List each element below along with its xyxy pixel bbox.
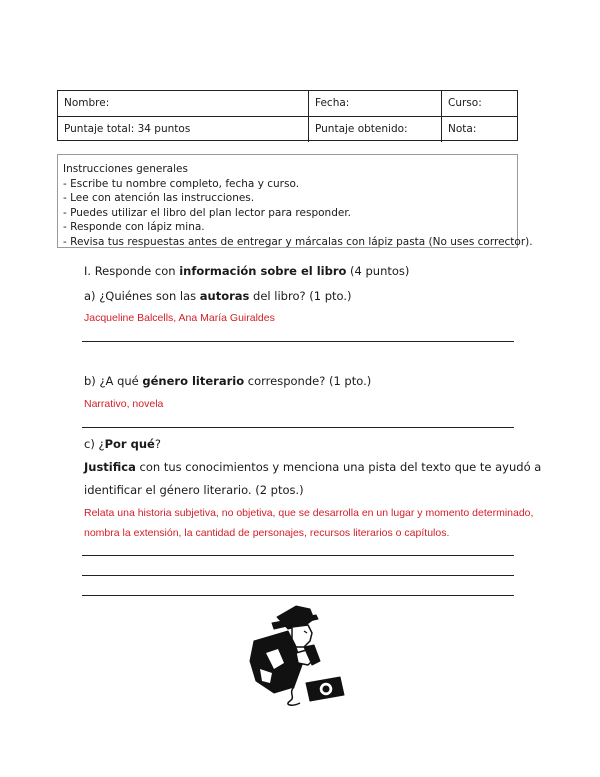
question-a [84, 289, 352, 304]
question-b-bold: género literario [142, 374, 245, 388]
instruction-item: - Responde con lápiz mina. [63, 221, 205, 233]
question-a-bold: autoras [199, 289, 250, 303]
answer-line[interactable] [82, 595, 514, 596]
info-row-2 [58, 116, 517, 142]
question-c-line3: identificar el género literario. (2 ptos.) [84, 483, 304, 497]
obtained-score-field[interactable]: Puntaje obtenido: [309, 117, 442, 142]
answer-b[interactable]: Narrativo, novela [84, 398, 164, 410]
instruction-item: - Revisa tus respuestas antes de entregar y márcalas con lápiz pasta (No uses corrector). [63, 235, 533, 248]
section-bold: información sobre el libro [179, 264, 347, 278]
answer-line[interactable] [82, 575, 514, 576]
question-c-prefix: c) ¿ [84, 437, 105, 451]
answer-line[interactable] [82, 555, 514, 556]
answer-line[interactable] [82, 427, 514, 428]
name-field[interactable]: Nombre: [58, 91, 309, 116]
question-a-suffix: del libro? (1 pto.) [249, 289, 352, 303]
info-row-1 [58, 91, 517, 116]
total-score: Puntaje total: 34 puntos [58, 117, 309, 142]
student-info-table [57, 90, 518, 141]
answer-a[interactable]: Jacqueline Balcells, Ana María Guiraldes [84, 312, 275, 324]
instruction-item: - Escribe tu nombre completo, fecha y curso. [63, 177, 300, 190]
grade-field[interactable]: Nota: [448, 123, 477, 135]
question-c-line2-rest: con tus conocimientos y menciona una pista del texto que te ayudó a [135, 460, 542, 474]
section-suffix: (4 puntos) [346, 264, 410, 278]
instructions-title: Instrucciones generales [63, 163, 188, 175]
question-b [84, 374, 371, 389]
section-heading [84, 264, 409, 279]
answer-c-line1[interactable]: Relata una historia subjetiva, no objetiva, que se desarrolla en un lugar y momento determinado, [84, 507, 534, 519]
section-prefix: I. Responde con [84, 264, 180, 278]
answer-c-line2[interactable]: nombra la extensión, la cantidad de personajes, recursos literarios o capítulos. [84, 527, 450, 539]
question-a-prefix: a) ¿Quiénes son las [84, 289, 200, 303]
course-field[interactable]: Curso: [448, 97, 482, 109]
question-c-justify: Justifica [84, 460, 136, 474]
answer-line[interactable] [82, 341, 514, 342]
instruction-item: - Lee con atención las instrucciones. [63, 192, 255, 204]
question-c-bold: Por qué [104, 437, 155, 451]
question-c-suffix: ? [154, 437, 161, 451]
date-field[interactable]: Fecha: [309, 91, 442, 116]
instructions-box [57, 154, 533, 248]
instruction-item: - Puedes utilizar el libro del plan lector para responder. [63, 206, 352, 219]
question-c-line2 [84, 460, 541, 475]
question-c [84, 437, 161, 452]
question-b-prefix: b) ¿A qué [84, 374, 143, 388]
question-b-suffix: corresponde? (1 pto.) [244, 374, 372, 388]
detective-phone-illustration [244, 603, 346, 707]
